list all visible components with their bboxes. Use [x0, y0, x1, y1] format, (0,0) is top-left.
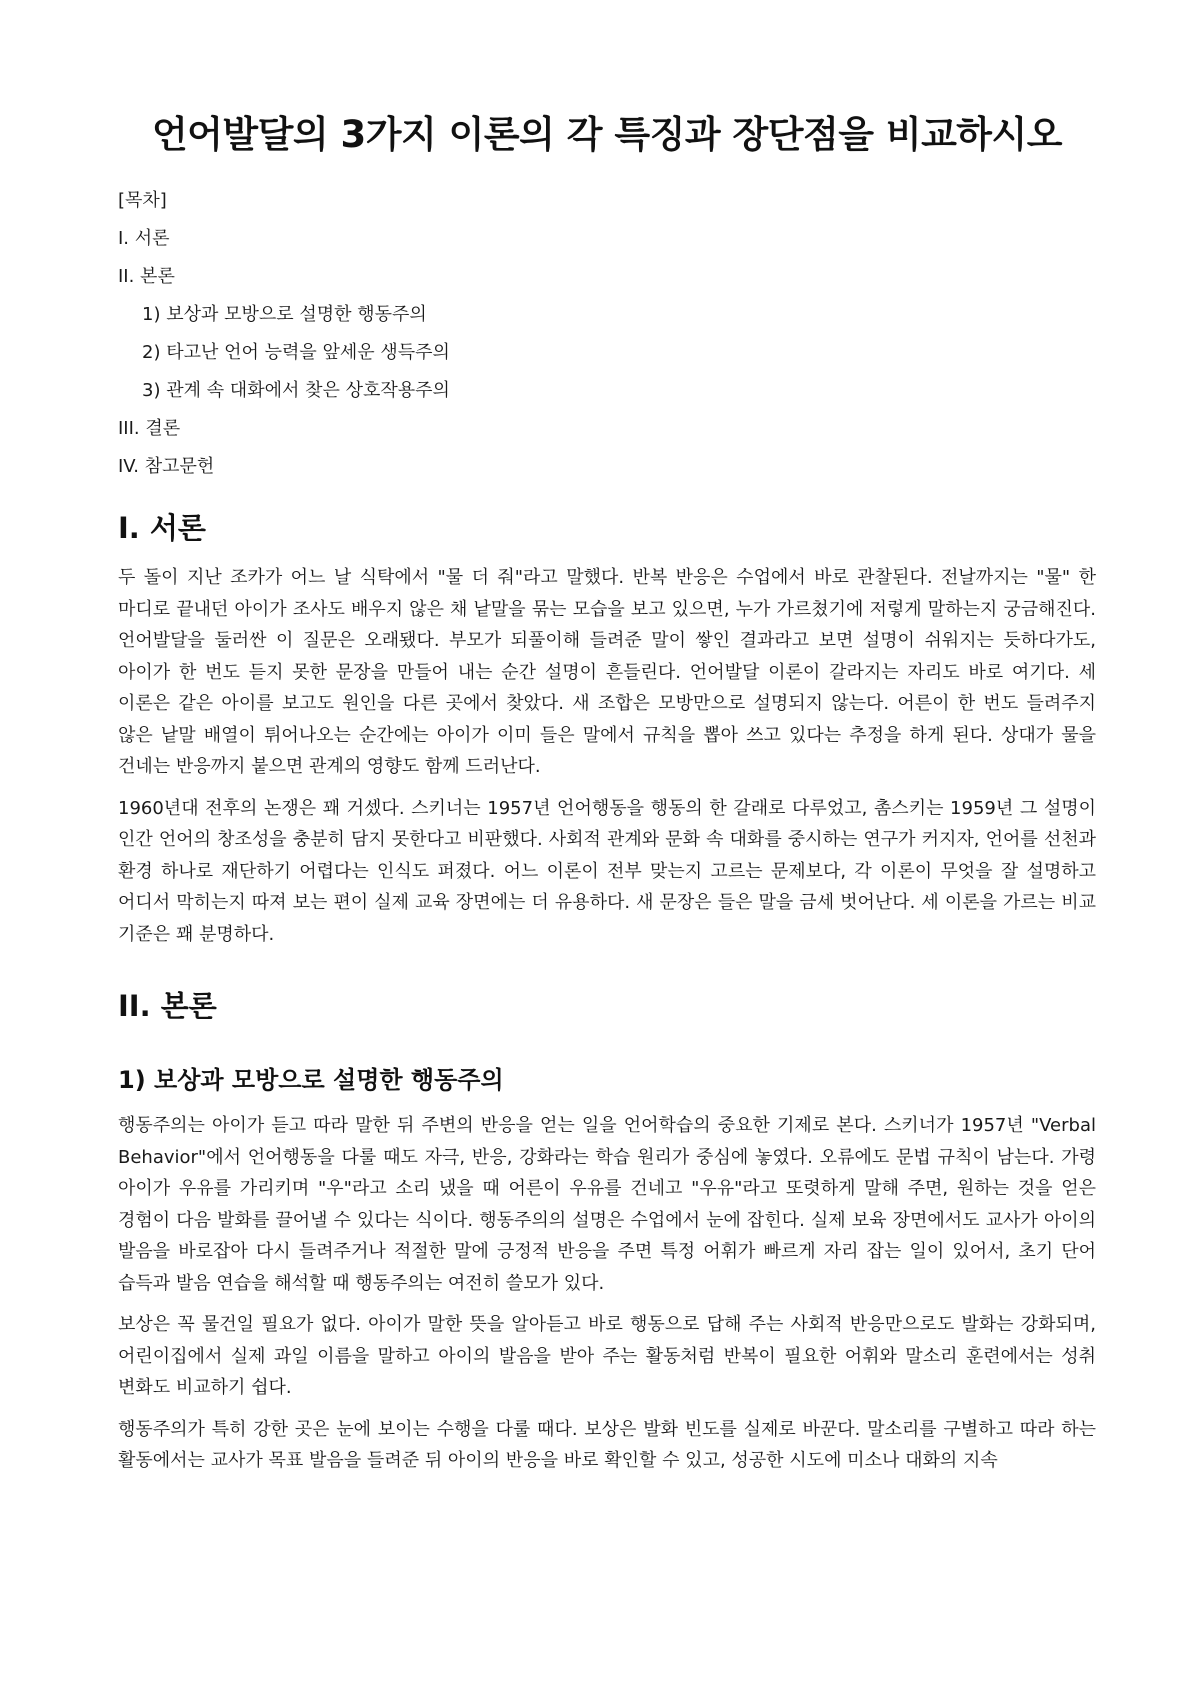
section-introduction — [118, 508, 1096, 950]
paragraph: 행동주의는 아이가 듣고 따라 말한 뒤 주변의 반응을 얻는 일을 언어학습의 중요한 기제로 본다. 스키너가 1957년 "Verbal Behavior"에서 언어행동을 다룰 때도 자극, 반응, 강화라는 학습 원리가 중심에 놓였다. 오류에도 문법 규칙이 남는다. 가령 아이가 우유를 가리키며 "우"라고 소리 냈을 때 어른이 우유를 건네고 "우유"라고 또렷하게 말해 주면, 원하는 것을 얻은 경험이 다음 발화를 끌어낼 수 있다는 식이다. 행동주의의 설명은 수업에서 눈에 잡힌다. 실제 보육 장면에서도 교사가 아이의 발음을 바로잡아 다시 들려주거나 적절한 말에 긍정적 반응을 주면 특정 어휘가 빠르게 자리 잡는 일이 있어서, 초기 단어 습득과 발음 연습을 해석할 때 행동주의는 여전히 쓸모가 있다. — [118, 1115, 1096, 1294]
toc-subitem: 2) 타고난 언어 능력을 앞세운 생득주의 — [142, 342, 450, 363]
document-page — [118, 110, 1096, 1487]
paragraph: 행동주의가 특히 강한 곳은 눈에 보이는 수행을 다룰 때다. 보상은 발화 빈도를 실제로 바꾼다. 말소리를 구별하고 따라 하는 활동에서는 교사가 목표 발음을 들려준 뒤 아이의 반응을 바로 확인할 수 있고, 성공한 시도에 미소나 대화의 지속 — [118, 1418, 1096, 1471]
toc-subitem: 1) 보상과 모방으로 설명한 행동주의 — [142, 304, 427, 325]
section-main-body — [118, 986, 1096, 1477]
table-of-contents — [118, 188, 1096, 480]
document-title: 언어발달의 3가지 이론의 각 특징과 장단점을 비교하시오 — [151, 113, 1063, 156]
paragraph: 1960년대 전후의 논쟁은 꽤 거셌다. 스키너는 1957년 언어행동을 행동의 한 갈래로 다루었고, 촘스키는 1959년 그 설명이 인간 언어의 창조성을 충분히 담지 못한다고 비판했다. 사회적 관계와 문화 속 대화를 중시하는 연구가 커지자, 언어를 선천과 환경 하나로 재단하기 어렵다는 인식도 퍼졌다. 어느 이론이 전부 맞는지 고르는 문제보다, 각 이론이 무엇을 잘 설명하고 어디서 막히는지 따져 보는 편이 실제 교육 장면에는 더 유용하다. 새 문장은 들은 말을 금세 벗어난다. 세 이론을 가르는 비교 기준은 꽤 분명하다. — [118, 797, 1096, 945]
toc-item: III. 결론 — [118, 418, 181, 439]
paragraph: 보상은 꼭 물건일 필요가 없다. 아이가 말한 뜻을 알아듣고 바로 행동으로 답해 주는 사회적 반응만으로도 발화는 강화되며, 어린이집에서 실제 과일 이름을 말하고 아이의 발음을 받아 주는 활동처럼 반복이 필요한 어휘와 말소리 훈련에서는 성취 변화도 비교하기 쉽다. — [118, 1314, 1096, 1398]
toc-heading: [목차] — [118, 190, 167, 211]
section-heading: II. 본론 — [118, 989, 217, 1023]
toc-item: II. 본론 — [118, 266, 175, 287]
paragraph: 두 돌이 지난 조카가 어느 날 식탁에서 "물 더 줘"라고 말했다. 반복 반응은 수업에서 바로 관찰된다. 전날까지는 "물" 한 마디로 끝내던 아이가 조사도 배우지 않은 채 낱말을 묶는 모습을 보고 있으면, 누가 가르쳤기에 저렇게 말하는지 궁금해진다. 언어발달을 둘러싼 이 질문은 오래됐다. 부모가 되풀이해 들려준 말이 쌓인 결과라고 보면 설명이 쉬워지는 듯하다가도, 아이가 한 번도 듣지 못한 문장을 만들어 내는 순간 설명이 흔들린다. 언어발달 이론이 갈라지는 자리도 바로 여기다. 세 이론은 같은 아이를 보고도 원인을 다른 곳에서 찾았다. 새 조합은 모방만으로 설명되지 않는다. 어른이 한 번도 들려주지 않은 낱말 배열이 튀어나오는 순간에는 아이가 이미 들은 말에서 규칙을 뽑아 쓰고 있다는 추정을 하게 된다. 상대가 물을 건네는 반응까지 붙으면 관계의 영향도 함께 드러난다. — [118, 567, 1096, 777]
section-heading: I. 서론 — [118, 511, 206, 545]
toc-item: I. 서론 — [118, 228, 170, 249]
subsection-heading: 1) 보상과 모방으로 설명한 행동주의 — [118, 1066, 504, 1094]
toc-item: IV. 참고문헌 — [118, 456, 215, 477]
toc-subitem: 3) 관계 속 대화에서 찾은 상호작용주의 — [142, 380, 450, 401]
